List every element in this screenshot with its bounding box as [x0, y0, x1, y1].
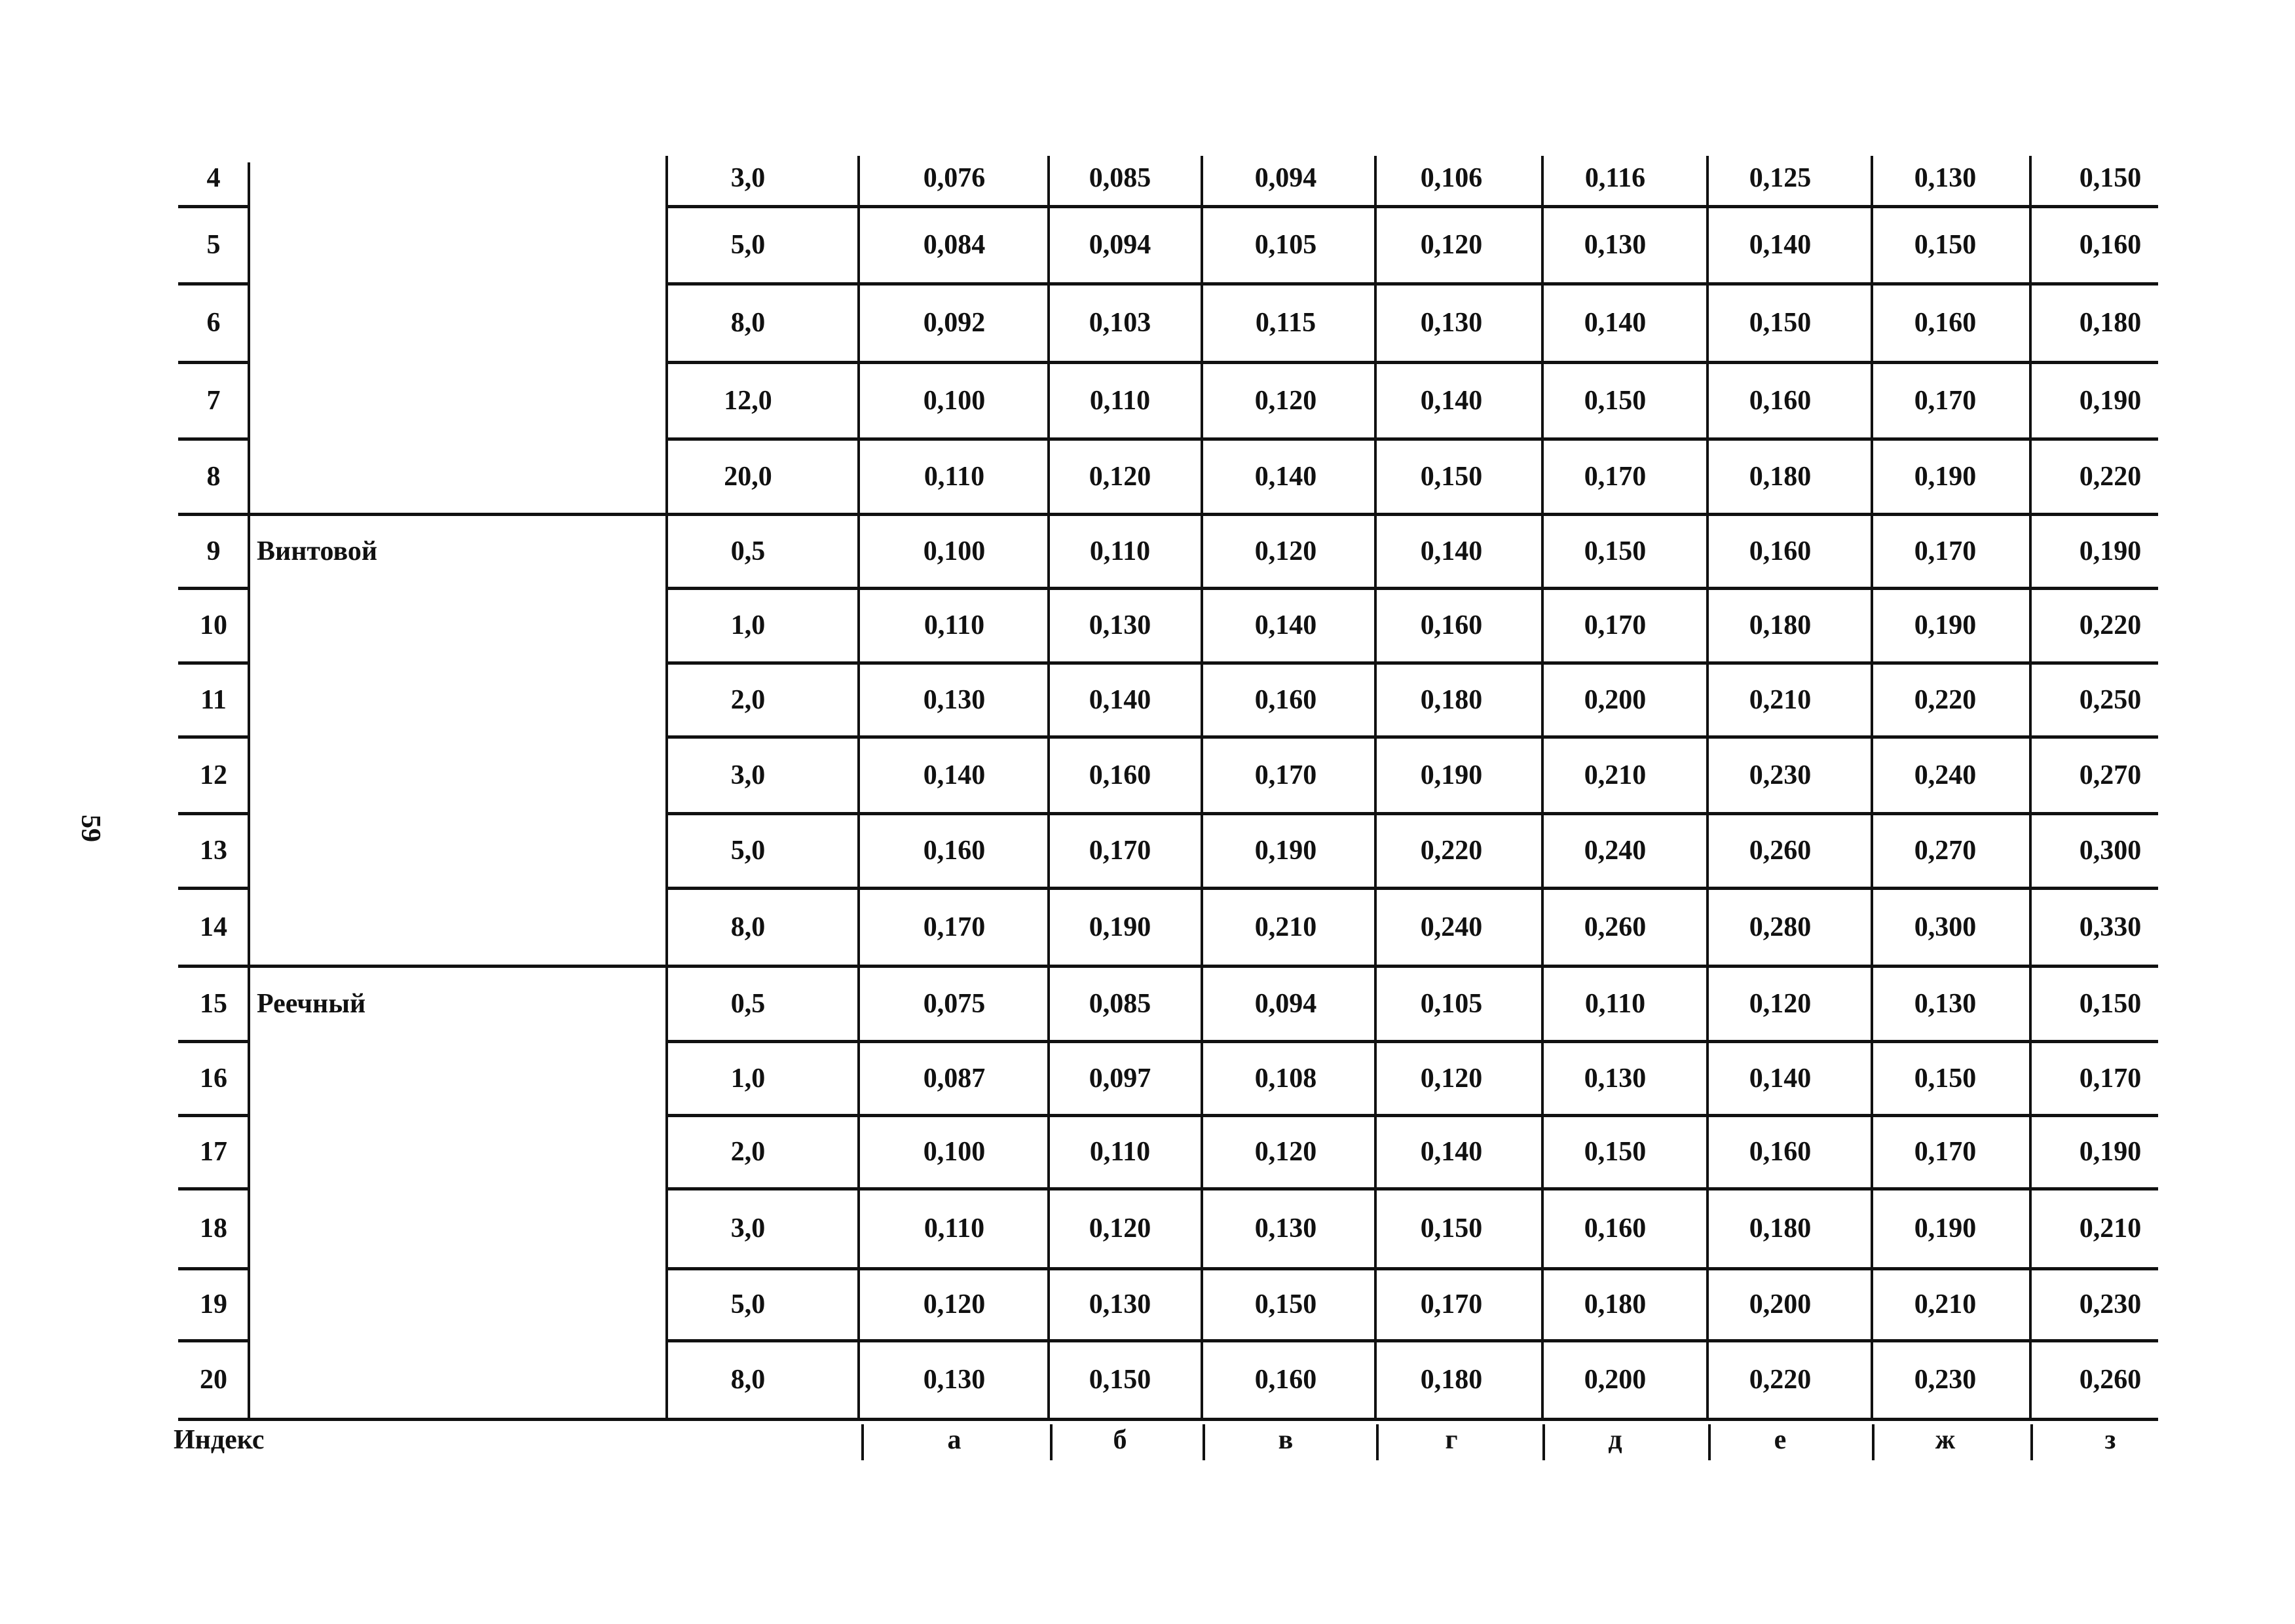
table-cell-value: 0,110 [1089, 1137, 1151, 1167]
table-cell-value: 0,270 [2079, 760, 2142, 790]
table-cell-value: 0,076 [923, 162, 986, 193]
table-cell-value: 0,300 [2079, 836, 2142, 866]
table-cell-value: 0,180 [1749, 1213, 1812, 1244]
table-cell-value: 0,200 [1584, 1365, 1647, 1395]
table-cell-value: 0,170 [1089, 836, 1151, 866]
column-index-letter: а [947, 1424, 961, 1455]
table-cell-value: 0,230 [1749, 760, 1812, 790]
table-cell-value: 0,160 [1749, 385, 1812, 416]
table-cell-value: 0,140 [1749, 230, 1812, 260]
table-cell-value: 0,260 [1749, 836, 1812, 866]
table-cell-value: 0,200 [1749, 1289, 1812, 1320]
table-cell-value: 0,150 [1914, 1063, 1977, 1094]
table-cell-value: 0,110 [924, 461, 985, 492]
table-cell-value: 0,110 [924, 1213, 985, 1244]
table-cell-value: 0,130 [1089, 1289, 1151, 1320]
footer-column-border [1050, 1424, 1053, 1460]
table-cell-value: 0,220 [1749, 1365, 1812, 1395]
column-border [1374, 156, 1377, 1419]
row-parameter: 1,0 [730, 1063, 766, 1094]
table-cell-value: 0,160 [923, 836, 986, 866]
table-cell-value: 0,120 [1089, 461, 1151, 492]
table-cell-value: 0,130 [1584, 1063, 1647, 1094]
table-cell-value: 0,130 [1914, 162, 1977, 193]
table-cell-value: 0,180 [1420, 684, 1483, 715]
footer-column-border [1203, 1424, 1205, 1460]
table-cell-value: 0,240 [1584, 836, 1647, 866]
table-cell-value: 0,075 [923, 988, 986, 1019]
footer-column-border [1542, 1424, 1545, 1460]
column-index-letter: б [1113, 1424, 1127, 1455]
table-cell-value: 0,094 [1089, 230, 1151, 260]
table-cell-value: 0,160 [1254, 1365, 1317, 1395]
table-cell-value: 0,170 [1420, 1289, 1483, 1320]
table-cell-value: 0,110 [1584, 988, 1646, 1019]
table-cell-value: 0,190 [2079, 536, 2142, 566]
row-parameter: 1,0 [730, 610, 766, 640]
table-cell-value: 0,170 [1914, 536, 1977, 566]
table-cell-value: 0,125 [1749, 162, 1812, 193]
table-cell-value: 0,130 [1914, 988, 1977, 1019]
table-cell-value: 0,150 [1914, 230, 1977, 260]
table-cell-value: 0,150 [1584, 1137, 1647, 1167]
table-cell-value: 0,220 [1914, 684, 1977, 715]
table-cell-value: 0,100 [923, 385, 986, 416]
table-cell-value: 0,160 [1914, 308, 1977, 338]
row-number: 4 [206, 162, 221, 193]
table-cell-value: 0,087 [923, 1063, 986, 1094]
row-parameter: 5,0 [730, 1289, 766, 1320]
row-parameter: 0,5 [730, 988, 766, 1019]
table-cell-value: 0,115 [1255, 308, 1316, 338]
table-cell-value: 0,150 [1584, 536, 1647, 566]
table-cell-value: 0,130 [923, 684, 986, 715]
table-cell-value: 0,110 [1089, 385, 1151, 416]
table-cell-value: 0,150 [1420, 1213, 1483, 1244]
table-cell-value: 0,140 [1420, 1137, 1483, 1167]
footer-column-border [1376, 1424, 1379, 1460]
table-cell-value: 0,120 [1254, 536, 1317, 566]
column-index-letter: з [2104, 1424, 2116, 1455]
table-cell-value: 0,084 [923, 230, 986, 260]
row-number: 10 [200, 610, 227, 640]
page-number: 59 [75, 815, 105, 842]
index-label: Индекс [174, 1424, 265, 1455]
table-cell-value: 0,150 [1584, 385, 1647, 416]
table-cell-value: 0,170 [2079, 1063, 2142, 1094]
table-cell-value: 0,140 [1089, 684, 1151, 715]
row-number: 18 [200, 1213, 227, 1244]
table-cell-value: 0,150 [1749, 308, 1812, 338]
table-cell-value: 0,140 [1584, 308, 1647, 338]
column-index-letter: д [1608, 1424, 1622, 1455]
table-cell-value: 0,160 [1254, 684, 1317, 715]
row-parameter: 3,0 [730, 760, 766, 790]
row-number: 15 [200, 988, 227, 1019]
table-cell-value: 0,120 [1420, 230, 1483, 260]
table-cell-value: 0,210 [1749, 684, 1812, 715]
row-number: 8 [206, 461, 221, 492]
row-parameter: 5,0 [730, 230, 766, 260]
table-cell-value: 0,190 [1914, 461, 1977, 492]
row-parameter: 2,0 [730, 684, 766, 715]
column-border [665, 156, 668, 1419]
table-cell-value: 0,120 [1254, 385, 1317, 416]
table-cell-value: 0,140 [1254, 610, 1317, 640]
table-cell-value: 0,092 [923, 308, 986, 338]
row-number: 7 [206, 385, 221, 416]
table-cell-value: 0,160 [1749, 536, 1812, 566]
table-cell-value: 0,170 [1914, 385, 1977, 416]
row-number: 16 [200, 1063, 227, 1094]
table-cell-value: 0,140 [923, 760, 986, 790]
table-cell-value: 0,130 [923, 1365, 986, 1395]
table-cell-value: 0,160 [1420, 610, 1483, 640]
row-parameter: 12,0 [724, 385, 772, 416]
row-number: 11 [200, 684, 227, 715]
table-cell-value: 0,170 [1584, 461, 1647, 492]
table-cell-value: 0,220 [2079, 461, 2142, 492]
table-cell-value: 0,180 [1749, 461, 1812, 492]
row-number: 13 [200, 836, 227, 866]
row-parameter: 8,0 [730, 1365, 766, 1395]
row-type-label: Винтовой [257, 536, 378, 566]
table-cell-value: 0,110 [924, 610, 985, 640]
row-parameter: 2,0 [730, 1137, 766, 1167]
table-cell-value: 0,085 [1089, 162, 1151, 193]
table-cell-value: 0,160 [2079, 230, 2142, 260]
table-cell-value: 0,190 [1914, 1213, 1977, 1244]
table-cell-value: 0,240 [1420, 912, 1483, 942]
table-cell-value: 0,260 [2079, 1365, 2142, 1395]
row-number: 9 [206, 536, 221, 566]
table-cell-value: 0,160 [1584, 1213, 1647, 1244]
row-parameter: 3,0 [730, 1213, 766, 1244]
table-cell-value: 0,180 [1749, 610, 1812, 640]
table-cell-value: 0,160 [1089, 760, 1151, 790]
row-number: 19 [200, 1289, 227, 1320]
table-cell-value: 0,190 [1254, 836, 1317, 866]
table-cell-value: 0,210 [1254, 912, 1317, 942]
table-cell-value: 0,230 [1914, 1365, 1977, 1395]
table-cell-value: 0,180 [1420, 1365, 1483, 1395]
table-cell-value: 0,105 [1420, 988, 1483, 1019]
column-border [857, 156, 860, 1419]
table-cell-value: 0,150 [1420, 461, 1483, 492]
column-border [1201, 156, 1203, 1419]
footer-column-border [2030, 1424, 2033, 1460]
table-cell-value: 0,120 [1420, 1063, 1483, 1094]
table-cell-value: 0,170 [1254, 760, 1317, 790]
table-cell-value: 0,140 [1254, 461, 1317, 492]
row-number: 5 [206, 230, 221, 260]
table-cell-value: 0,210 [1914, 1289, 1977, 1320]
table-cell-value: 0,200 [1584, 684, 1647, 715]
table-cell-value: 0,108 [1254, 1063, 1317, 1094]
table-cell-value: 0,120 [923, 1289, 986, 1320]
table-cell-value: 0,097 [1089, 1063, 1151, 1094]
table-cell-value: 0,094 [1254, 988, 1317, 1019]
table-cell-value: 0,190 [1914, 610, 1977, 640]
table-cell-value: 0,170 [1914, 1137, 1977, 1167]
table-cell-value: 0,130 [1584, 230, 1647, 260]
table-cell-value: 0,210 [2079, 1213, 2142, 1244]
row-number: 17 [200, 1137, 227, 1167]
table-cell-value: 0,220 [2079, 610, 2142, 640]
row-parameter: 8,0 [730, 308, 766, 338]
table-cell-value: 0,190 [2079, 1137, 2142, 1167]
footer-column-border [1708, 1424, 1711, 1460]
row-parameter: 5,0 [730, 836, 766, 866]
row-number: 6 [206, 308, 221, 338]
column-index-letter: е [1774, 1424, 1787, 1455]
table-cell-value: 0,300 [1914, 912, 1977, 942]
row-parameter: 3,0 [730, 162, 766, 193]
table-cell-value: 0,103 [1089, 308, 1151, 338]
table-cell-value: 0,240 [1914, 760, 1977, 790]
table-cell-value: 0,120 [1089, 1213, 1151, 1244]
table-cell-value: 0,170 [1584, 610, 1647, 640]
table-cell-value: 0,150 [1254, 1289, 1317, 1320]
table-cell-value: 0,130 [1420, 308, 1483, 338]
table-cell-value: 0,230 [2079, 1289, 2142, 1320]
row-parameter: 8,0 [730, 912, 766, 942]
table-cell-value: 0,150 [2079, 988, 2142, 1019]
table-cell-value: 0,220 [1420, 836, 1483, 866]
table-cell-value: 0,120 [1254, 1137, 1317, 1167]
table-cell-value: 0,250 [2079, 684, 2142, 715]
row-number: 20 [200, 1365, 227, 1395]
column-index-letter: в [1278, 1424, 1294, 1455]
row-number: 12 [200, 760, 227, 790]
table-cell-value: 0,130 [1089, 610, 1151, 640]
footer-column-border [861, 1424, 864, 1460]
table-cell-value: 0,140 [1420, 385, 1483, 416]
table-cell-value: 0,085 [1089, 988, 1151, 1019]
table-cell-value: 0,106 [1420, 162, 1483, 193]
table-cell-value: 0,150 [1089, 1365, 1151, 1395]
table-cell-value: 0,100 [923, 536, 986, 566]
table-cell-value: 0,160 [1749, 1137, 1812, 1167]
table-cell-value: 0,280 [1749, 912, 1812, 942]
table-cell-value: 0,260 [1584, 912, 1647, 942]
table-cell-value: 0,270 [1914, 836, 1977, 866]
table-cell-value: 0,130 [1254, 1213, 1317, 1244]
footer-column-border [1872, 1424, 1875, 1460]
table-cell-value: 0,105 [1254, 230, 1317, 260]
row-type-label: Реечный [257, 988, 366, 1019]
table-cell-value: 0,150 [2079, 162, 2142, 193]
table-cell-value: 0,190 [1420, 760, 1483, 790]
table-cell-value: 0,110 [1089, 536, 1151, 566]
column-index-letter: ж [1935, 1424, 1956, 1455]
table-cell-value: 0,190 [1089, 912, 1151, 942]
row-parameter: 20,0 [724, 461, 772, 492]
column-index-letter: г [1445, 1424, 1458, 1455]
column-border [2029, 156, 2032, 1419]
table-cell-value: 0,210 [1584, 760, 1647, 790]
table-cell-value: 0,140 [1420, 536, 1483, 566]
table-cell-value: 0,180 [2079, 308, 2142, 338]
table-cell-value: 0,116 [1584, 162, 1646, 193]
table-cell-value: 0,170 [923, 912, 986, 942]
table-cell-value: 0,094 [1254, 162, 1317, 193]
row-parameter: 0,5 [730, 536, 766, 566]
table-cell-value: 0,120 [1749, 988, 1812, 1019]
table-cell-value: 0,140 [1749, 1063, 1812, 1094]
row-number: 14 [200, 912, 227, 942]
table-cell-value: 0,100 [923, 1137, 986, 1167]
table-cell-value: 0,190 [2079, 385, 2142, 416]
table-cell-value: 0,180 [1584, 1289, 1647, 1320]
table-cell-value: 0,330 [2079, 912, 2142, 942]
